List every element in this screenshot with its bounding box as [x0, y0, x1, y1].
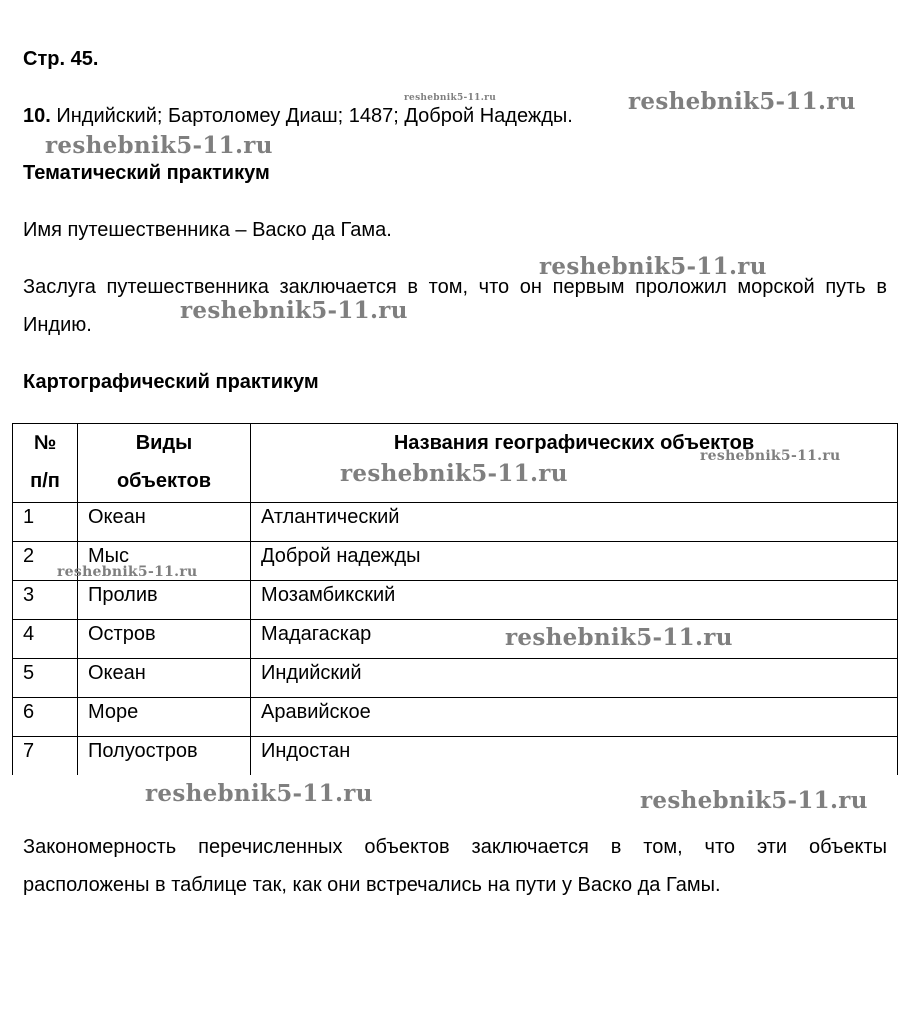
row-type: Море — [78, 698, 251, 737]
task-10 — [23, 105, 573, 128]
row-type: Мыс — [78, 542, 251, 581]
header-number — [13, 424, 78, 503]
header-names-text: Названия географических объектов — [393, 432, 755, 454]
table-row — [13, 581, 898, 620]
traveler-merit: Заслуга путешественника заключается в том, что он первым проложил морской путь в Индию. — [23, 276, 887, 336]
table-row — [13, 737, 898, 776]
watermark: reshebnik5-11.ru — [57, 564, 198, 580]
watermark: reshebnik5-11.ru — [145, 780, 373, 807]
row-type: Океан — [78, 503, 251, 542]
header-number-line1: № — [33, 432, 57, 454]
row-name: Мадагаскар — [251, 620, 898, 659]
row-type: Океан — [78, 659, 251, 698]
row-name: Индостан — [251, 737, 898, 776]
watermark: reshebnik5-11.ru — [539, 253, 767, 280]
conclusion-text: Закономерность перечисленных объектов заключается в том, что эти объекты расположены в таблице так, как они встречались на пути у Васко да Гамы. — [23, 836, 887, 896]
row-number: 5 — [13, 659, 78, 698]
watermark: reshebnik5-11.ru — [45, 132, 273, 159]
thematic-heading: Тематический практикум — [23, 162, 270, 184]
watermark: reshebnik5-11.ru — [340, 460, 568, 487]
cartographic-heading: Картографический практикум — [23, 371, 319, 393]
row-type: Пролив — [78, 581, 251, 620]
row-name: Аравийское — [251, 698, 898, 737]
row-number: 4 — [13, 620, 78, 659]
row-type: Остров — [78, 620, 251, 659]
row-number: 1 — [13, 503, 78, 542]
watermark: reshebnik5-11.ru — [404, 93, 497, 103]
row-number: 6 — [13, 698, 78, 737]
row-name: Доброй надежды — [251, 542, 898, 581]
traveler-name: Имя путешественника – Васко да Гама. — [23, 219, 392, 241]
table-row — [13, 659, 898, 698]
page-label: Стр. 45. — [23, 48, 99, 70]
header-object-type — [78, 424, 251, 503]
table-row — [13, 503, 898, 542]
table-row — [13, 698, 898, 737]
task-answer: Индийский; Бартоломеу Диаш; 1487; Доброй Надежды. — [50, 105, 573, 127]
row-number: 7 — [13, 737, 78, 776]
table-row — [13, 620, 898, 659]
row-number: 3 — [13, 581, 78, 620]
row-type: Полуостров — [78, 737, 251, 776]
watermark: reshebnik5-11.ru — [505, 624, 733, 651]
watermark: reshebnik5-11.ru — [180, 297, 408, 324]
watermark: reshebnik5-11.ru — [700, 448, 841, 464]
watermark: reshebnik5-11.ru — [628, 88, 856, 115]
watermark: reshebnik5-11.ru — [640, 787, 868, 814]
header-type-line1: Виды — [135, 432, 193, 454]
task-number: 10. — [23, 105, 51, 127]
row-number: 2 — [13, 542, 78, 581]
row-name: Атлантический — [251, 503, 898, 542]
header-type-line2: объектов — [116, 470, 212, 492]
row-name: Индийский — [251, 659, 898, 698]
header-number-line2: п/п — [30, 470, 60, 492]
row-name: Мозамбикский — [251, 581, 898, 620]
